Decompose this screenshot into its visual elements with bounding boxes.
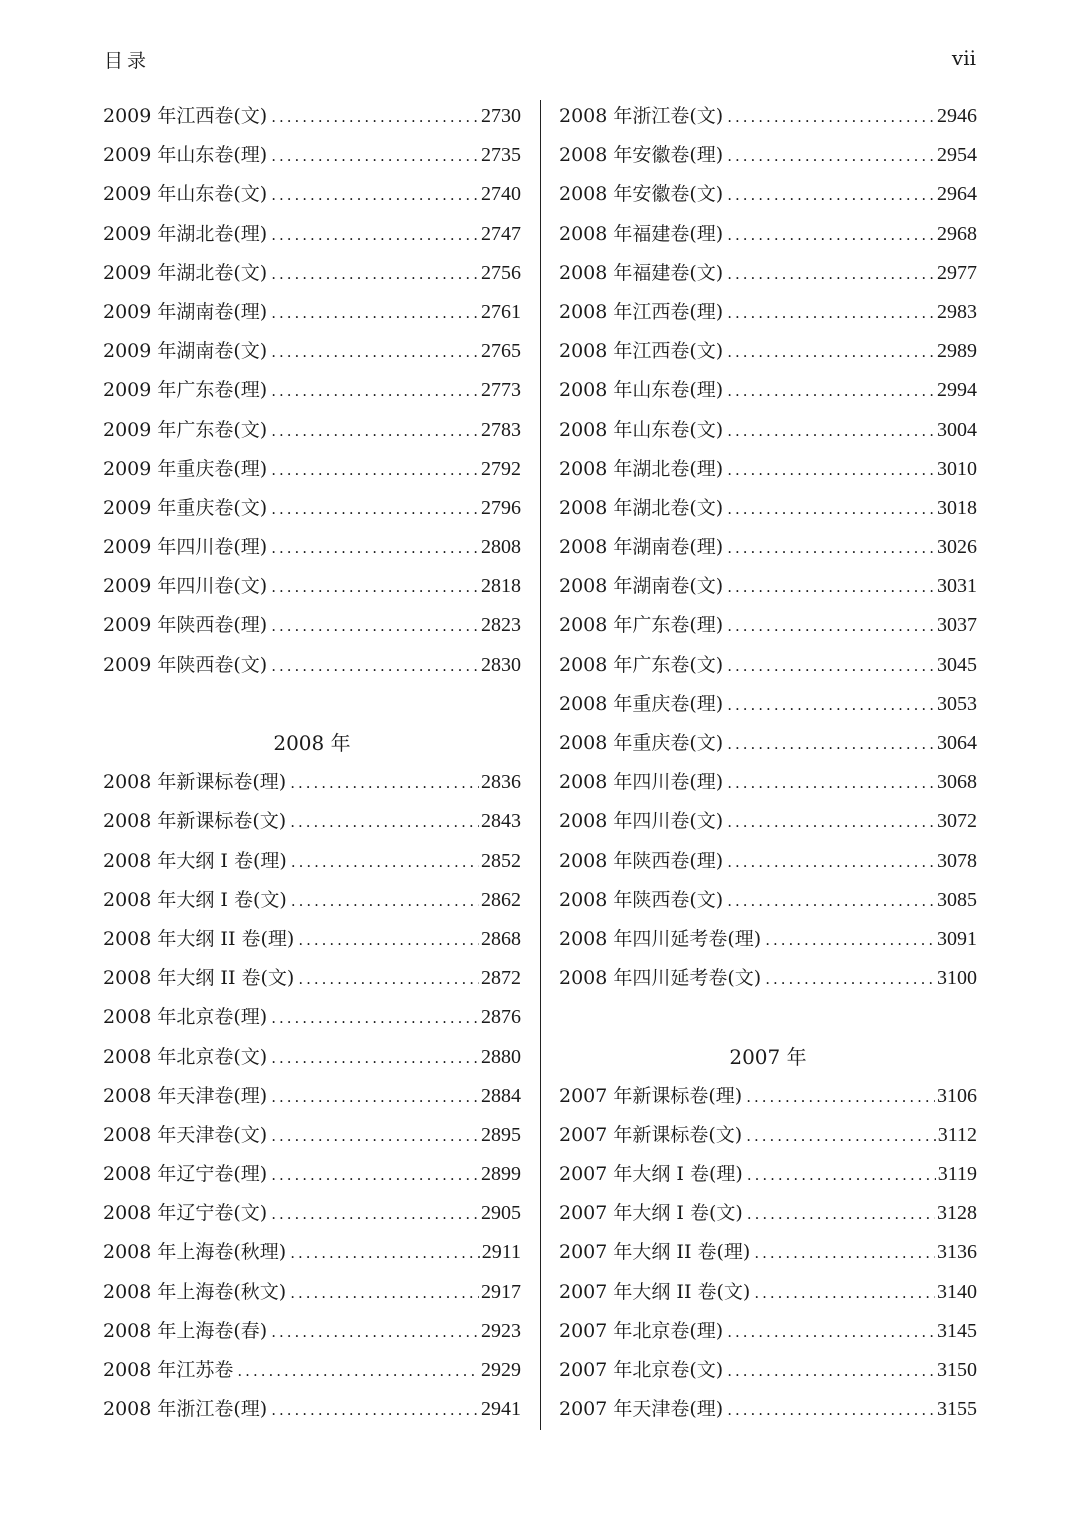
dot-leader [271, 529, 479, 568]
dot-leader [271, 216, 479, 255]
toc-entry-title: 2007 年大纲 II 卷(文) [559, 1280, 751, 1303]
toc-entry-page: 2994 [937, 379, 977, 402]
toc-entry-title: 2008 年天津卷(理) [103, 1084, 268, 1107]
toc-entry-title: 2009 年四川卷(文) [103, 575, 268, 598]
toc-entry-title: 2007 年大纲 I 卷(文) [559, 1202, 743, 1225]
toc-entry-title: 2007 年北京卷(理) [559, 1319, 724, 1342]
dot-leader [290, 1234, 480, 1273]
toc-entry-page: 2792 [481, 457, 521, 480]
toc-entry-title: 2008 年辽宁卷(文) [103, 1202, 268, 1225]
dot-leader [271, 647, 479, 686]
dot-leader [271, 1039, 479, 1078]
toc-entry-title: 2009 年江西卷(文) [103, 105, 268, 127]
toc-entry-page: 2747 [481, 222, 521, 245]
page-number: vii [951, 46, 976, 70]
toc-entry-page: 2968 [937, 222, 977, 245]
toc-entry-title: 2008 年湖北卷(理) [559, 457, 724, 480]
toc-entry-title: 2008 年新课标卷(文) [103, 810, 287, 833]
toc-entry-page: 2884 [481, 1084, 521, 1107]
dot-leader [291, 843, 479, 882]
dot-leader [271, 1313, 479, 1352]
dot-leader [291, 882, 479, 921]
dot-leader [290, 1274, 479, 1313]
toc-entry-page: 3004 [937, 418, 977, 441]
toc-entry-page: 3018 [937, 496, 977, 519]
toc-entry-title: 2009 年陕西卷(文) [103, 653, 268, 676]
toc-entry-page: 2989 [937, 340, 977, 363]
toc-entry-title: 2008 年山东卷(文) [559, 418, 724, 441]
dot-leader [271, 412, 479, 451]
toc-entry-title: 2008 年湖南卷(文) [559, 575, 724, 598]
toc-entry-page: 3072 [937, 810, 977, 833]
toc-entry-page: 3100 [937, 967, 977, 990]
dot-leader [290, 803, 479, 842]
dot-leader [727, 607, 935, 646]
toc-entry-page: 3145 [937, 1319, 977, 1342]
toc-entry-title: 2008 年四川延考卷(文) [559, 967, 762, 990]
dot-leader [727, 333, 935, 372]
toc-entry-page: 2773 [481, 379, 521, 402]
toc-entry-page: 2765 [481, 340, 521, 363]
toc-entry[interactable] [559, 97, 977, 136]
toc-entry[interactable] [559, 293, 977, 332]
dot-leader [271, 1391, 479, 1430]
dot-leader [754, 1234, 935, 1273]
toc-entry-title: 2008 年天津卷(文) [103, 1123, 268, 1146]
toc-entry-title: 2009 年重庆卷(理) [103, 457, 268, 480]
toc-right-column [559, 97, 977, 1429]
toc-entry[interactable] [103, 1351, 521, 1390]
toc-entry-title: 2008 年浙江卷(文) [559, 105, 724, 127]
toc-entry-title: 2008 年安徽卷(理) [559, 144, 724, 167]
dot-leader [746, 1117, 936, 1156]
dot-leader [271, 568, 479, 607]
dot-leader [727, 529, 935, 568]
toc-entry[interactable] [103, 881, 521, 920]
toc-entry-title: 2008 年浙江卷(理) [103, 1398, 268, 1421]
toc-entry-title: 2009 年广东卷(理) [103, 379, 268, 402]
toc-entry[interactable] [559, 254, 977, 293]
toc-entry[interactable] [103, 254, 521, 293]
dot-leader [271, 98, 479, 137]
toc-entry-page: 2917 [481, 1280, 521, 1303]
toc-entry-title: 2008 年辽宁卷(理) [103, 1163, 268, 1186]
toc-entry[interactable] [103, 1077, 521, 1116]
toc-entry-title: 2007 年天津卷(理) [559, 1398, 724, 1421]
toc-entry-title: 2009 年湖北卷(文) [103, 261, 268, 284]
toc-entry-page: 3106 [937, 1084, 977, 1107]
dot-leader [765, 921, 935, 960]
toc-entry-title: 2009 年湖南卷(理) [103, 300, 268, 323]
dot-leader [271, 294, 479, 333]
toc-entry-title: 2008 年四川卷(理) [559, 771, 724, 794]
toc-entry[interactable] [559, 920, 977, 959]
dot-leader [754, 1274, 935, 1313]
toc-entry-page: 2964 [937, 183, 977, 206]
toc-entry[interactable] [103, 371, 521, 410]
toc-entry[interactable] [103, 1312, 521, 1351]
toc-entry[interactable] [103, 1390, 521, 1429]
running-header-title: 目录 [104, 50, 151, 72]
toc-entry[interactable] [559, 1116, 977, 1155]
toc-entry-title: 2009 年湖南卷(文) [103, 340, 268, 363]
toc-entry-page: 2977 [937, 261, 977, 284]
dot-leader [271, 999, 479, 1038]
toc-entry-page: 2895 [481, 1123, 521, 1146]
dot-leader [727, 98, 935, 137]
toc-entry[interactable] [103, 802, 521, 841]
dot-leader [271, 1078, 479, 1117]
toc-entry[interactable] [103, 1155, 521, 1194]
dot-leader [727, 686, 935, 725]
toc-entry[interactable] [103, 450, 521, 489]
toc-entry-title: 2008 年北京卷(文) [103, 1045, 268, 1068]
toc-entry-page: 3136 [937, 1241, 977, 1264]
toc-entry-title: 2008 年大纲 II 卷(文) [103, 967, 295, 990]
toc-entry-title: 2008 年广东卷(理) [559, 614, 724, 637]
dot-leader [727, 725, 935, 764]
toc-entry[interactable] [559, 175, 977, 214]
toc-entry-page: 2823 [481, 614, 521, 637]
dot-leader [727, 647, 935, 686]
toc-entry-page: 3085 [937, 888, 977, 911]
section-spacer [103, 685, 521, 724]
toc-entry-title: 2008 年重庆卷(文) [559, 732, 724, 754]
toc-entry[interactable] [559, 371, 977, 410]
toc-entry[interactable] [559, 1155, 977, 1194]
dot-leader [727, 294, 935, 333]
toc-entry[interactable] [103, 528, 521, 567]
dot-leader [727, 764, 935, 803]
toc-entry[interactable] [103, 332, 521, 371]
toc-entry[interactable] [559, 606, 977, 645]
toc-entry[interactable] [559, 1077, 977, 1116]
toc-entry-page: 3010 [937, 457, 977, 480]
dot-leader [727, 803, 935, 842]
toc-entry-page: 3078 [937, 849, 977, 872]
toc-entry-page: 3150 [937, 1359, 977, 1381]
dot-leader [747, 1156, 936, 1195]
toc-entry-title: 2008 年江西卷(文) [559, 340, 724, 363]
toc-entry-title: 2007 年大纲 I 卷(理) [559, 1163, 743, 1186]
toc-entry[interactable] [103, 1116, 521, 1155]
toc-entry-title: 2009 年四川卷(理) [103, 536, 268, 559]
toc-entry-title: 2008 年四川延考卷(理) [559, 927, 762, 950]
toc-entry[interactable] [103, 842, 521, 881]
dot-leader [747, 1195, 935, 1234]
toc-entry-title: 2008 年新课标卷(理) [103, 771, 287, 794]
toc-entry-title: 2008 年上海卷(秋文) [103, 1280, 287, 1303]
toc-entry-page: 2899 [481, 1163, 521, 1186]
toc-entry-page: 3119 [937, 1163, 977, 1186]
toc-entry-page: 2796 [481, 496, 521, 519]
toc-entry-page: 2756 [481, 261, 521, 284]
toc-entry[interactable] [559, 450, 977, 489]
toc-entry-title: 2008 年湖北卷(文) [559, 496, 724, 519]
toc-entry[interactable] [559, 724, 977, 763]
toc-entry-page: 2862 [481, 888, 521, 911]
toc-entry[interactable] [103, 489, 521, 528]
dot-leader [271, 137, 479, 176]
toc-entry-page: 3045 [937, 653, 977, 676]
toc-entry[interactable] [103, 1273, 521, 1312]
dot-leader [727, 451, 935, 490]
toc-entry-title: 2008 年大纲 I 卷(文) [103, 888, 287, 911]
dot-leader [727, 176, 935, 215]
toc-entry[interactable] [559, 685, 977, 724]
toc-entry-page: 3064 [937, 732, 977, 754]
toc-entry[interactable] [559, 763, 977, 802]
toc-entry-page: 3155 [937, 1398, 977, 1421]
toc-entry-page: 3091 [937, 927, 977, 950]
toc-entry-page: 2740 [481, 183, 521, 206]
toc-entry[interactable] [559, 136, 977, 175]
toc-entry[interactable] [559, 489, 977, 528]
toc-entry[interactable] [103, 136, 521, 175]
toc-entry-page: 3140 [937, 1280, 977, 1303]
toc-entry-title: 2008 年安徽卷(文) [559, 183, 724, 206]
toc-entry[interactable] [103, 1038, 521, 1077]
toc-entry-title: 2009 年湖北卷(理) [103, 222, 268, 245]
toc-entry-page: 2761 [481, 300, 521, 323]
toc-entry[interactable] [103, 175, 521, 214]
toc-entry-title: 2008 年江西卷(理) [559, 300, 724, 323]
toc-entry-title: 2009 年山东卷(文) [103, 183, 268, 206]
dot-leader [727, 882, 935, 921]
dot-leader [237, 1352, 479, 1391]
toc-entry-title: 2007 年北京卷(文) [559, 1359, 724, 1381]
toc-entry-page: 2783 [481, 418, 521, 441]
toc-entry-page: 3031 [937, 575, 977, 598]
toc-entry-page: 2954 [937, 144, 977, 167]
dot-leader [765, 960, 935, 999]
toc-entry-page: 2923 [481, 1319, 521, 1342]
toc-entry[interactable] [559, 1351, 977, 1390]
toc-entry[interactable] [559, 1273, 977, 1312]
dot-leader [271, 372, 479, 411]
toc-entry-title: 2008 年大纲 II 卷(理) [103, 927, 295, 950]
section-spacer [559, 998, 977, 1037]
toc-entry-page: 2880 [481, 1045, 521, 1068]
toc-entry[interactable] [103, 763, 521, 802]
toc-entry[interactable] [559, 959, 977, 998]
toc-entry-page: 2876 [481, 1006, 521, 1029]
toc-entry-title: 2008 年陕西卷(文) [559, 888, 724, 911]
dot-leader [271, 255, 479, 294]
toc-entry[interactable] [103, 567, 521, 606]
dot-leader [727, 568, 935, 607]
toc-entry-page: 2868 [481, 927, 521, 950]
toc-entry[interactable] [559, 1390, 977, 1429]
dot-leader [727, 1313, 935, 1352]
dot-leader [271, 607, 479, 646]
toc-entry[interactable] [559, 802, 977, 841]
dot-leader [727, 490, 935, 529]
dot-leader [727, 216, 935, 255]
toc-entry-page: 3128 [937, 1202, 977, 1225]
toc-entry-page: 2946 [937, 105, 977, 127]
dot-leader [271, 1195, 479, 1234]
toc-entry-title: 2008 年上海卷(秋理) [103, 1241, 287, 1264]
toc-entry-title: 2008 年湖南卷(理) [559, 536, 724, 559]
toc-entry[interactable] [559, 567, 977, 606]
toc-entry-page: 2843 [481, 810, 521, 833]
toc-entry[interactable] [103, 411, 521, 450]
toc-entry-page: 2905 [481, 1202, 521, 1225]
dot-leader [271, 451, 479, 490]
toc-entry-page: 2735 [481, 144, 521, 167]
toc-entry[interactable] [103, 97, 521, 136]
toc-entry-title: 2008 年福建卷(文) [559, 261, 724, 284]
dot-leader [727, 843, 935, 882]
toc-entry-page: 2818 [481, 575, 521, 598]
toc-entry-page: 2836 [481, 771, 521, 794]
toc-left-column [103, 97, 521, 1429]
toc-entry[interactable] [103, 215, 521, 254]
toc-entry[interactable] [103, 959, 521, 998]
toc-entry-page: 2983 [937, 300, 977, 323]
toc-entry[interactable] [103, 1233, 521, 1272]
dot-leader [727, 1391, 935, 1430]
toc-entry[interactable] [103, 920, 521, 959]
dot-leader [298, 921, 479, 960]
toc-entry[interactable] [559, 1312, 977, 1351]
column-divider [540, 100, 541, 1430]
toc-entry-page: 2872 [481, 967, 521, 990]
toc-entry-page: 2730 [481, 105, 521, 127]
toc-entry-page: 2830 [481, 653, 521, 676]
section-heading: 2008 年 [273, 731, 351, 755]
toc-entry[interactable] [559, 1194, 977, 1233]
toc-entry-page: 3026 [937, 536, 977, 559]
toc-entry-title: 2008 年上海卷(春) [103, 1319, 268, 1342]
dot-leader [271, 176, 479, 215]
toc-entry-title: 2008 年北京卷(理) [103, 1006, 268, 1029]
toc-entry-title: 2008 年江苏卷 [103, 1359, 234, 1381]
toc-entry[interactable] [103, 293, 521, 332]
toc-entry[interactable] [103, 1194, 521, 1233]
toc-entry-title: 2008 年大纲 I 卷(理) [103, 849, 287, 872]
toc-entry-page: 2911 [481, 1241, 521, 1264]
toc-entry-title: 2009 年陕西卷(理) [103, 614, 268, 637]
toc-entry-title: 2008 年陕西卷(理) [559, 849, 724, 872]
dot-leader [746, 1078, 935, 1117]
toc-entry-title: 2008 年四川卷(文) [559, 810, 724, 833]
toc-entry[interactable] [103, 998, 521, 1037]
toc-entry-page: 2941 [481, 1398, 521, 1421]
toc-entry-page: 2852 [481, 849, 521, 872]
dot-leader [271, 1156, 479, 1195]
dot-leader [727, 372, 935, 411]
toc-entry-page: 2808 [481, 536, 521, 559]
toc-entry[interactable] [103, 606, 521, 645]
dot-leader [271, 490, 479, 529]
section-heading: 2007 年 [729, 1044, 807, 1069]
toc-entry-page: 3037 [937, 614, 977, 637]
toc-entry[interactable] [559, 842, 977, 881]
toc-entry-page: 3112 [937, 1123, 977, 1146]
toc-entry[interactable] [559, 646, 977, 685]
toc-entry-title: 2008 年福建卷(理) [559, 222, 724, 245]
toc-entry[interactable] [559, 881, 977, 920]
toc-entry[interactable] [103, 646, 521, 685]
toc-entry[interactable] [559, 215, 977, 254]
dot-leader [298, 960, 479, 999]
toc-entry-title: 2007 年大纲 II 卷(理) [559, 1241, 751, 1264]
toc-entry-page: 3053 [937, 692, 977, 715]
dot-leader [727, 137, 935, 176]
toc-entry-title: 2009 年重庆卷(文) [103, 496, 268, 519]
toc-entry-title: 2007 年新课标卷(文) [559, 1123, 743, 1146]
toc-entry[interactable] [559, 411, 977, 450]
toc-entry-title: 2008 年山东卷(理) [559, 379, 724, 402]
toc-entry-title: 2007 年新课标卷(理) [559, 1084, 743, 1107]
dot-leader [271, 333, 479, 372]
dot-leader [290, 764, 479, 803]
toc-entry-title: 2008 年重庆卷(理) [559, 692, 724, 715]
toc-entry[interactable] [559, 1233, 977, 1272]
toc-entry[interactable] [559, 332, 977, 371]
dot-leader [727, 1352, 935, 1391]
toc-entry-page: 2929 [481, 1359, 521, 1381]
dot-leader [271, 1117, 479, 1156]
toc-entry-page: 3068 [937, 771, 977, 794]
dot-leader [727, 412, 935, 451]
toc-entry-title: 2009 年山东卷(理) [103, 144, 268, 167]
toc-entry[interactable] [559, 528, 977, 567]
toc-entry-title: 2008 年广东卷(文) [559, 653, 724, 676]
dot-leader [727, 255, 935, 294]
toc-entry-title: 2009 年广东卷(文) [103, 418, 268, 441]
